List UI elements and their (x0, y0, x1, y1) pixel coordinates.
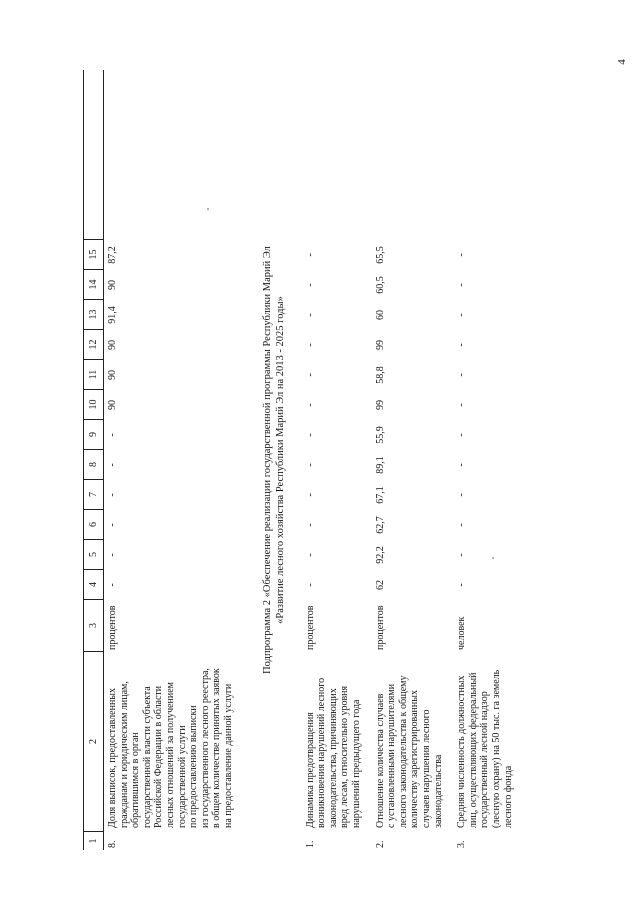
value-cell: - (107, 493, 118, 497)
header-col-14: 14 (84, 270, 103, 300)
value-cell: - (456, 583, 468, 587)
value-cell: - (456, 373, 468, 377)
header-col-10: 10 (84, 390, 103, 420)
value-cell: 55,9 (374, 426, 386, 444)
value-cell: - (107, 583, 118, 587)
description-line: обратившимся в орган (130, 732, 142, 828)
description-line: гражданам и юридическим лицам, (118, 681, 130, 828)
description-line: случаев нарушения лесного (420, 709, 432, 828)
description-line: государственной власти субъекта (141, 686, 153, 828)
row-number: 3. (456, 840, 468, 848)
subprogram-caption-line-2: «Развитие лесного хозяйства Республики Марий Эл на 2013 - 2025 годы» (274, 296, 286, 624)
unit-of-measure: человек (456, 616, 468, 650)
value-cell: 90 (107, 400, 118, 410)
value-cell: - (304, 373, 316, 377)
header-col-11: 11 (84, 360, 103, 390)
row-number: 2. (374, 840, 386, 848)
description-line: количеству зарегистрированных (409, 690, 421, 828)
value-cell: - (304, 433, 316, 437)
value-cell: 90 (107, 280, 118, 290)
header-col-5: 5 (84, 540, 103, 570)
unit-of-measure: процентов (107, 605, 118, 650)
value-cell: - (107, 463, 118, 467)
page-number: 4 (616, 59, 628, 65)
description-line: Российской Федерации в области (153, 685, 165, 828)
value-cell: 90 (107, 340, 118, 350)
header-col-6: 6 (84, 510, 103, 540)
row-number: 8. (107, 840, 118, 848)
value-cell: - (456, 463, 468, 467)
scan-speck (492, 557, 494, 559)
description-line: вред лесам, относительно уровня (339, 685, 351, 828)
description-line: Динамика предотвращения (304, 712, 316, 828)
value-cell: - (107, 433, 118, 437)
value-cell: - (456, 433, 468, 437)
header-col-13: 13 (84, 300, 103, 330)
value-cell: - (107, 553, 118, 557)
value-cell: - (456, 253, 468, 257)
value-cell: 60,5 (374, 276, 386, 294)
description-line: лесных отношений за получением (164, 681, 176, 828)
description-line: лесного законодательства к общему (397, 675, 409, 828)
value-cell: 62 (374, 580, 386, 590)
value-cell: - (456, 493, 468, 497)
table-header (83, 70, 104, 850)
value-cell: - (304, 283, 316, 287)
value-cell: - (304, 493, 316, 497)
row-number: 1. (304, 840, 316, 848)
header-col-15: 15 (84, 240, 103, 270)
value-cell: - (304, 463, 316, 467)
description-line: в общем количестве принятых заявок (211, 668, 223, 828)
indicator-description (305, 656, 363, 828)
value-cell: - (456, 553, 468, 557)
description-line: Средняя численность должностных (456, 675, 468, 828)
header-col-4: 4 (84, 570, 103, 600)
header-col-9: 9 (84, 420, 103, 450)
description-line: законодательства (432, 754, 444, 828)
description-line: государственный лесной надзор (479, 691, 491, 828)
value-cell: 99 (374, 340, 386, 350)
value-cell: - (456, 403, 468, 407)
description-line: законодательства, причиняющих (327, 688, 339, 828)
value-cell: - (456, 523, 468, 527)
value-cell: - (304, 523, 316, 527)
description-line: лиц, осуществляющих федеральный (467, 672, 479, 828)
value-cell: 87,2 (107, 246, 118, 264)
value-cell: - (304, 403, 316, 407)
value-cell: - (456, 313, 468, 317)
value-cell: - (107, 523, 118, 527)
description-line: лесного фонда (502, 765, 514, 828)
value-cell: 89,1 (374, 456, 386, 474)
unit-of-measure: процентов (304, 605, 316, 650)
description-line: Отношение количества случаев (374, 693, 386, 828)
value-cell: 62,7 (374, 516, 386, 534)
value-cell: - (304, 253, 316, 257)
description-line: государственной услуги (176, 725, 188, 828)
description-line: с установленными нарушителями (386, 683, 398, 828)
indicator-description (456, 656, 514, 828)
value-cell: 65,5 (374, 246, 386, 264)
value-cell: - (304, 583, 316, 587)
description-line: на предоставление данной услуги (222, 683, 234, 828)
description-line: возникновения нарушений лесного (316, 677, 328, 828)
description-line: нарушений предыдущего года (350, 699, 362, 828)
rotated-table-page (40, 0, 639, 850)
description-line: из государственного лесного реестра, (199, 668, 211, 828)
header-col-1: 1 (88, 838, 99, 844)
value-cell: 99 (374, 400, 386, 410)
value-cell: 60 (374, 310, 386, 320)
indicator-description (375, 656, 445, 828)
indicator-description (107, 656, 235, 828)
description-line: (лесную охрану) на 50 тыс. га земель (490, 669, 502, 828)
value-cell: 92,2 (374, 546, 386, 564)
header-col-7: 7 (84, 480, 103, 510)
header-col-12: 12 (84, 330, 103, 360)
value-cell: - (456, 283, 468, 287)
header-col-2: 2 (84, 652, 103, 832)
header-col-3: 3 (84, 600, 103, 652)
value-cell: 91,4 (107, 306, 118, 324)
description-line: Доля выписок, предоставленных (107, 687, 118, 828)
value-cell: 67,1 (374, 486, 386, 504)
header-right-border (84, 239, 103, 240)
value-cell: 58,8 (374, 366, 386, 384)
subprogram-caption-line-1: Подпрограмма 2 «Обеспечение реализации государственной программы Республики Марий Эл (261, 246, 273, 674)
value-cell: 90 (107, 370, 118, 380)
scan-speck (207, 208, 209, 210)
subprogram-caption (261, 70, 287, 850)
value-cell: - (456, 343, 468, 347)
value-cell: - (304, 343, 316, 347)
description-line: по предоставлению выписки (188, 705, 200, 828)
value-cell: - (304, 313, 316, 317)
header-col-8: 8 (84, 450, 103, 480)
unit-of-measure: процентов (374, 605, 386, 650)
value-cell: - (304, 553, 316, 557)
